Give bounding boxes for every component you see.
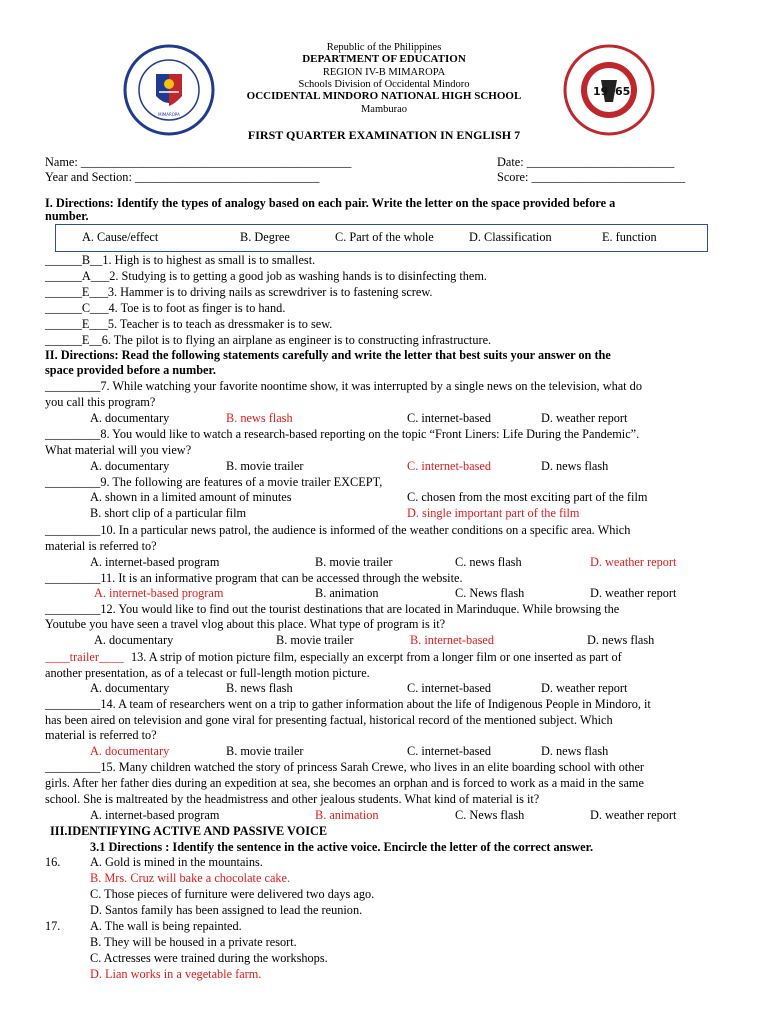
option: B. short clip of a particular film <box>90 506 247 520</box>
question-12-cont: Youtube you have seen a travel vlog about this place. What type of program is it? <box>45 617 446 631</box>
option: C. Actresses were trained during the workshops. <box>90 951 328 965</box>
option: A. documentary <box>90 681 170 695</box>
option: C. internet-based <box>407 681 492 695</box>
question-13-cont: another presentation, as of a telecast or full-length motion picture. <box>45 666 370 680</box>
header-division: Schools Division of Occidental Mindoro <box>298 79 470 90</box>
question-7-cont: you call this program? <box>45 395 156 409</box>
part1-directions-cont: number. <box>45 209 89 223</box>
part1-item: ______B__1. High is to highest as small is to smallest. <box>45 253 316 267</box>
header-region: REGION IV-B MIMAROPA <box>322 67 446 78</box>
choice-b: B. Degree <box>240 230 290 244</box>
option-answer: A. documentary <box>90 744 170 758</box>
svg-text:MIMAROPA: MIMAROPA <box>158 112 180 117</box>
question-8-cont: What material will you view? <box>45 443 192 457</box>
question-14-cont: has been aired on television and gone viral for presenting factual, historical record of the mentioned subject. Which <box>45 713 613 727</box>
option-answer: B. Mrs. Cruz will bake a chocolate cake. <box>90 871 291 885</box>
question-12: _________12. You would like to find out the tourist destinations that are located in Marinduque. While browsing the <box>45 602 620 616</box>
option: C. News flash <box>455 586 525 600</box>
option: B. news flash <box>226 681 293 695</box>
date-field[interactable]: Date: ________________________ <box>497 155 675 169</box>
header-deped: DEPARTMENT OF EDUCATION <box>302 53 466 65</box>
name-field[interactable]: Name: ____________________________________________ <box>45 155 352 169</box>
option: A. documentary <box>94 633 174 647</box>
question-15-cont: girls. After her father dies during an expedition at sea, she becomes an orphan and is forced to work as a maid in the same <box>45 776 644 790</box>
choice-c: C. Part of the whole <box>335 230 434 244</box>
option: C. internet-based <box>407 744 492 758</box>
option: C. chosen from the most exciting part of the film <box>407 490 648 504</box>
choice-d: D. Classification <box>469 230 552 244</box>
option-answer: A. internet-based program <box>94 586 224 600</box>
option: A. documentary <box>90 459 170 473</box>
part1-item: ______E__6. The pilot is to flying an airplane as engineer is to constructing infrastructure. <box>45 333 492 347</box>
option-answer: B. animation <box>315 808 379 822</box>
part2-directions-cont: space provided before a number. <box>45 363 216 377</box>
option-answer: D. Lian works in a vegetable farm. <box>90 967 262 981</box>
part2-directions: II. Directions: Read the following statements carefully and write the letter that best suits your answer on the <box>45 348 611 362</box>
part1-directions: I. Directions: Identify the types of analogy based on each pair. Write the letter on the space provided before a <box>45 196 616 210</box>
option: A. The wall is being repainted. <box>90 919 242 933</box>
option: B. movie trailer <box>315 555 393 569</box>
option: C. internet-based <box>407 411 492 425</box>
option-answer: C. internet-based <box>407 459 492 473</box>
part3-heading: III.IDENTIFYING ACTIVE AND PASSIVE VOICE <box>50 824 328 838</box>
option: C. news flash <box>455 555 522 569</box>
part1-item: ______E___5. Teacher is to teach as dressmaker is to sew. <box>45 317 333 331</box>
option: B. animation <box>315 586 379 600</box>
part3-directions: 3.1 Directions : Identify the sentence in the active voice. Encircle the letter of the correct answer. <box>90 840 594 854</box>
option: D. news flash <box>587 633 655 647</box>
choice-a: A. Cause/effect <box>82 230 159 244</box>
question-8: _________8. You would like to watch a research-based reporting on the topic “Front Liners: Life During the Pandemic”. <box>45 427 640 441</box>
question-7: _________7. While watching your favorite noontime show, it was interrupted by a single news on the television, what do <box>45 379 642 393</box>
option: D. weather report <box>590 808 677 822</box>
question-17-number: 17. <box>45 919 61 933</box>
option: A. documentary <box>90 411 170 425</box>
header-school: OCCIDENTAL MINDORO NATIONAL HIGH SCHOOL <box>246 90 522 102</box>
part1-item: ______C___4. Toe is to foot as finger is to hand. <box>45 301 286 315</box>
question-14: _________14. A team of researchers went on a trip to gather information about the life of Indigenous People in Mindoro, it <box>45 697 651 711</box>
option-answer: B. internet-based <box>410 633 495 647</box>
option: D. weather report <box>541 411 628 425</box>
option-answer: D. weather report <box>590 555 677 569</box>
question-10-cont: material is referred to? <box>45 539 157 553</box>
header-republic: Republic of the Philippines <box>326 42 442 53</box>
option: D. Santos family has been assigned to lead the reunion. <box>90 903 363 917</box>
question-9: _________9. The following are features of a movie trailer EXCEPT, <box>45 475 383 489</box>
svg-text:19: 19 <box>593 85 609 98</box>
option: B. They will be housed in a private resort. <box>90 935 297 949</box>
option: A. internet-based program <box>90 808 220 822</box>
question-13: 13. A strip of motion picture film, especially an excerpt from a longer film or one inserted as part of <box>131 650 622 664</box>
question-15: _________15. Many children watched the story of princess Sarah Crewe, who lives in an elite boarding school with other <box>45 760 644 774</box>
option: A. Gold is mined in the mountains. <box>90 855 263 869</box>
option: B. movie trailer <box>276 633 354 647</box>
question-14-cont2: material is referred to? <box>45 728 157 742</box>
option: D. news flash <box>541 459 609 473</box>
option: C. Those pieces of furniture were delivered two days ago. <box>90 887 375 901</box>
option-answer: D. single important part of the film <box>407 506 580 520</box>
question-16-number: 16. <box>45 855 61 869</box>
option: A. internet-based program <box>90 555 220 569</box>
header-town: Mamburao <box>360 104 408 115</box>
option: D. weather report <box>590 586 677 600</box>
option: B. movie trailer <box>226 744 304 758</box>
option: B. movie trailer <box>226 459 304 473</box>
question-10: _________10. In a particular news patrol, the audience is informed of the weather conditions on a specific area. Which <box>45 523 631 537</box>
choice-e: E. function <box>602 230 657 244</box>
score-field[interactable]: Score: _________________________ <box>497 170 686 184</box>
option-answer: B. news flash <box>226 411 293 425</box>
question-15-cont2: school. She is maltreated by the headmistress and other jealous students. What kind of material is it? <box>45 792 540 806</box>
option: D. news flash <box>541 744 609 758</box>
exam-title: FIRST QUARTER EXAMINATION IN ENGLISH 7 <box>247 128 521 142</box>
question-11: _________11. It is an informative program that can be accessed through the website. <box>45 571 463 585</box>
svg-text:65: 65 <box>615 85 631 98</box>
analogy-choices-box <box>55 224 708 252</box>
option: C. News flash <box>455 808 525 822</box>
option: D. weather report <box>541 681 628 695</box>
part1-item: ______E___3. Hammer is to driving nails as screwdriver is to fastening screw. <box>45 285 433 299</box>
part1-item: ______A___2. Studying is to getting a good job as washing hands is to disinfecting them. <box>45 269 487 283</box>
option: A. shown in a limited amount of minutes <box>90 490 292 504</box>
year-section-field[interactable]: Year and Section: ______________________________ <box>45 170 320 184</box>
question-13-answer: ____trailer____ <box>45 650 124 664</box>
